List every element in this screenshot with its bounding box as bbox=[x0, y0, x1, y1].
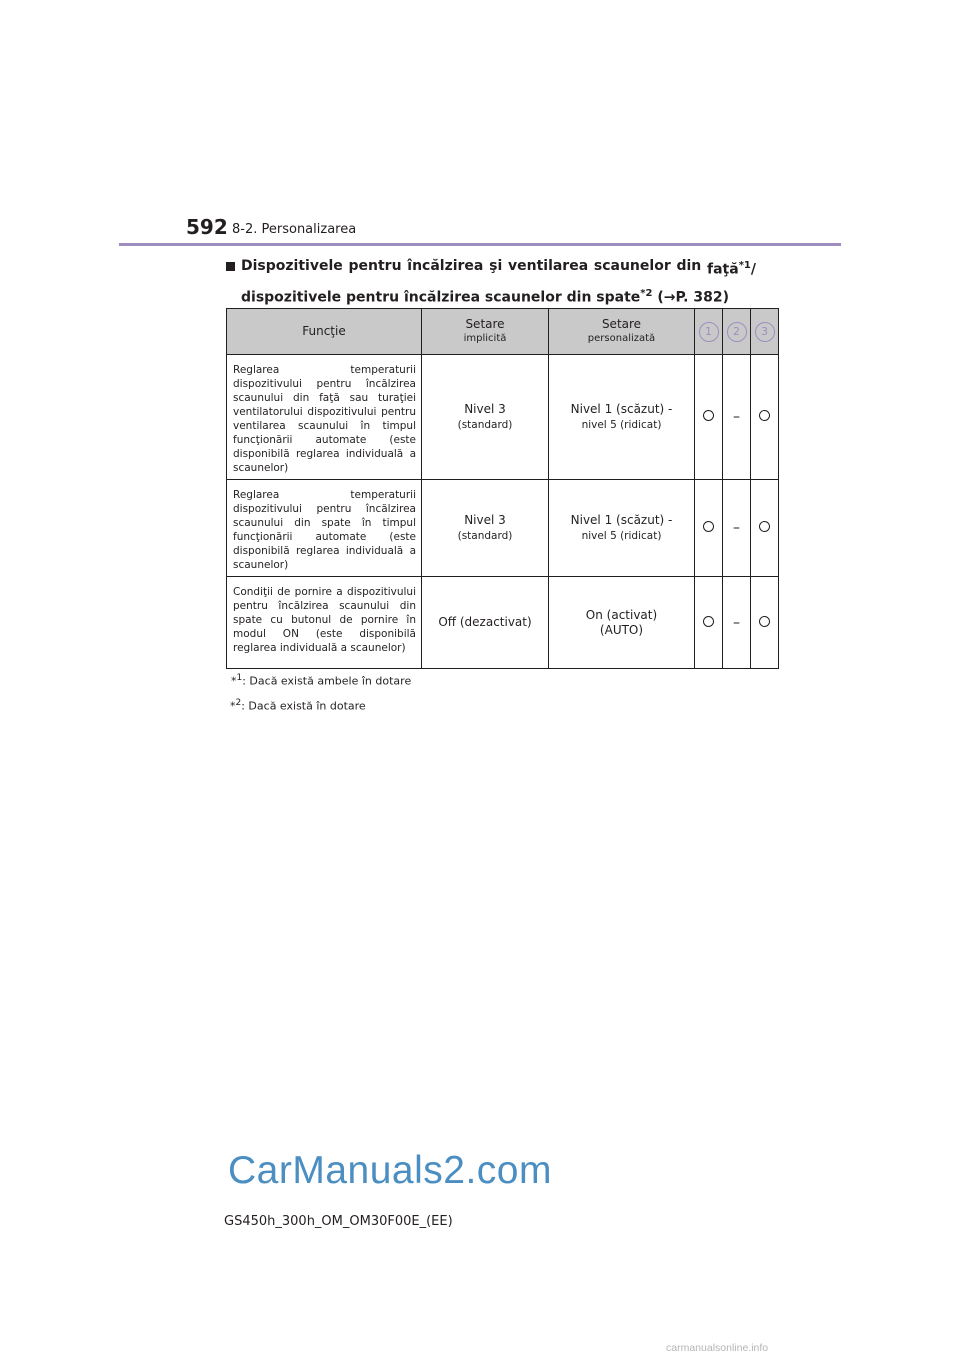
custom-cell: Nivel 1 (scăzut) - nivel 5 (ridicat) bbox=[549, 355, 695, 480]
table-header-row bbox=[227, 309, 779, 355]
site-watermark: carmanualsonline.info bbox=[666, 1342, 769, 1354]
default-cell: Nivel 3 (standard) bbox=[422, 480, 549, 577]
method-1-cell bbox=[695, 480, 723, 577]
function-cell: Reglarea temperaturii dispozitivului pentru încălzirea scaunului din faţă sau turaţiei ventilatorului dispozitivului pentru ventilarea scaunului în timpul funcţionării automate (este disponibilă reglarea individuală a scaunelor) bbox=[227, 355, 422, 480]
section-heading bbox=[226, 254, 756, 309]
method-1-cell bbox=[695, 355, 723, 480]
footnote-1: *$^1$: Dacă există ambele în dotare bbox=[231, 673, 412, 688]
available-circle-icon bbox=[703, 410, 714, 421]
header-rule bbox=[119, 243, 841, 246]
heading-word: faţă bbox=[707, 261, 739, 278]
available-circle-icon bbox=[703, 521, 714, 532]
footnote-ref-1: *1 bbox=[738, 260, 751, 271]
default-cell: Nivel 3 (standard) bbox=[422, 355, 549, 480]
custom-cell: On (activat) (AUTO) bbox=[549, 577, 695, 669]
header-default-setting: Setare implicită bbox=[422, 309, 549, 355]
page-number: 592 bbox=[186, 215, 228, 239]
available-circle-icon bbox=[759, 410, 770, 421]
table-row bbox=[227, 355, 779, 480]
available-circle-icon bbox=[703, 616, 714, 627]
header-function: Funcţie bbox=[227, 309, 422, 355]
header-method-1 bbox=[695, 309, 723, 355]
circled-number-2-icon: 2 bbox=[727, 322, 747, 342]
heading-word: ventilarea bbox=[507, 258, 589, 274]
header-custom-setting: Setare personalizată bbox=[549, 309, 695, 355]
method-2-cell: – bbox=[723, 355, 751, 480]
circled-number-3-icon: 3 bbox=[755, 322, 775, 342]
page-reference: (→P. 382) bbox=[652, 289, 729, 306]
table-row bbox=[227, 577, 779, 669]
heading-word: pentru bbox=[348, 258, 402, 274]
heading-word: din bbox=[676, 258, 702, 274]
method-1-cell bbox=[695, 577, 723, 669]
available-circle-icon bbox=[759, 521, 770, 532]
table-row bbox=[227, 480, 779, 577]
method-3-cell bbox=[751, 577, 779, 669]
method-2-cell: – bbox=[723, 480, 751, 577]
heading-word: încălzirea bbox=[407, 258, 484, 274]
method-3-cell bbox=[751, 480, 779, 577]
chapter-title: 8-2. Personalizarea bbox=[232, 222, 357, 237]
footnote-2: *$^2$: Dacă există în dotare bbox=[230, 698, 366, 713]
available-circle-icon bbox=[759, 616, 770, 627]
square-bullet-icon bbox=[226, 262, 235, 271]
function-cell: Reglarea temperaturii dispozitivului pentru încălzirea scaunului din spate în timpul funcţionării automate (este disponibilă reglarea individuală a scaunelor) bbox=[227, 480, 422, 577]
method-3-cell bbox=[751, 355, 779, 480]
watermark-logo: CarManuals2.com bbox=[228, 1149, 552, 1192]
default-cell: Off (dezactivat) bbox=[422, 577, 549, 669]
method-2-cell: – bbox=[723, 577, 751, 669]
section-heading-line2: dispozitivele pentru încălzirea scaunelor din spate$^{*2}$ (→P. 382) bbox=[241, 287, 729, 306]
footnote-ref-2: *2 bbox=[640, 287, 653, 299]
settings-table bbox=[226, 308, 779, 669]
custom-cell: Nivel 1 (scăzut) - nivel 5 (ridicat) bbox=[549, 480, 695, 577]
document-code: GS450h_300h_OM_OM30F00E_(EE) bbox=[224, 1214, 453, 1229]
heading-word: scaunelor bbox=[593, 258, 671, 274]
header-method-2 bbox=[723, 309, 751, 355]
circled-number-1-icon: 1 bbox=[699, 322, 719, 342]
heading-word: Dispozitivele bbox=[241, 258, 343, 274]
heading-word: şi bbox=[489, 258, 503, 274]
function-cell: Condiţii de pornire a dispozitivului pentru încălzirea scaunului din spate cu butonul de pornire în modul ON (este disponibilă reglarea individuală a scaunelor) bbox=[227, 577, 422, 669]
section-heading-line1 bbox=[226, 254, 756, 282]
header-method-3 bbox=[751, 309, 779, 355]
heading-slash: / bbox=[750, 261, 756, 278]
